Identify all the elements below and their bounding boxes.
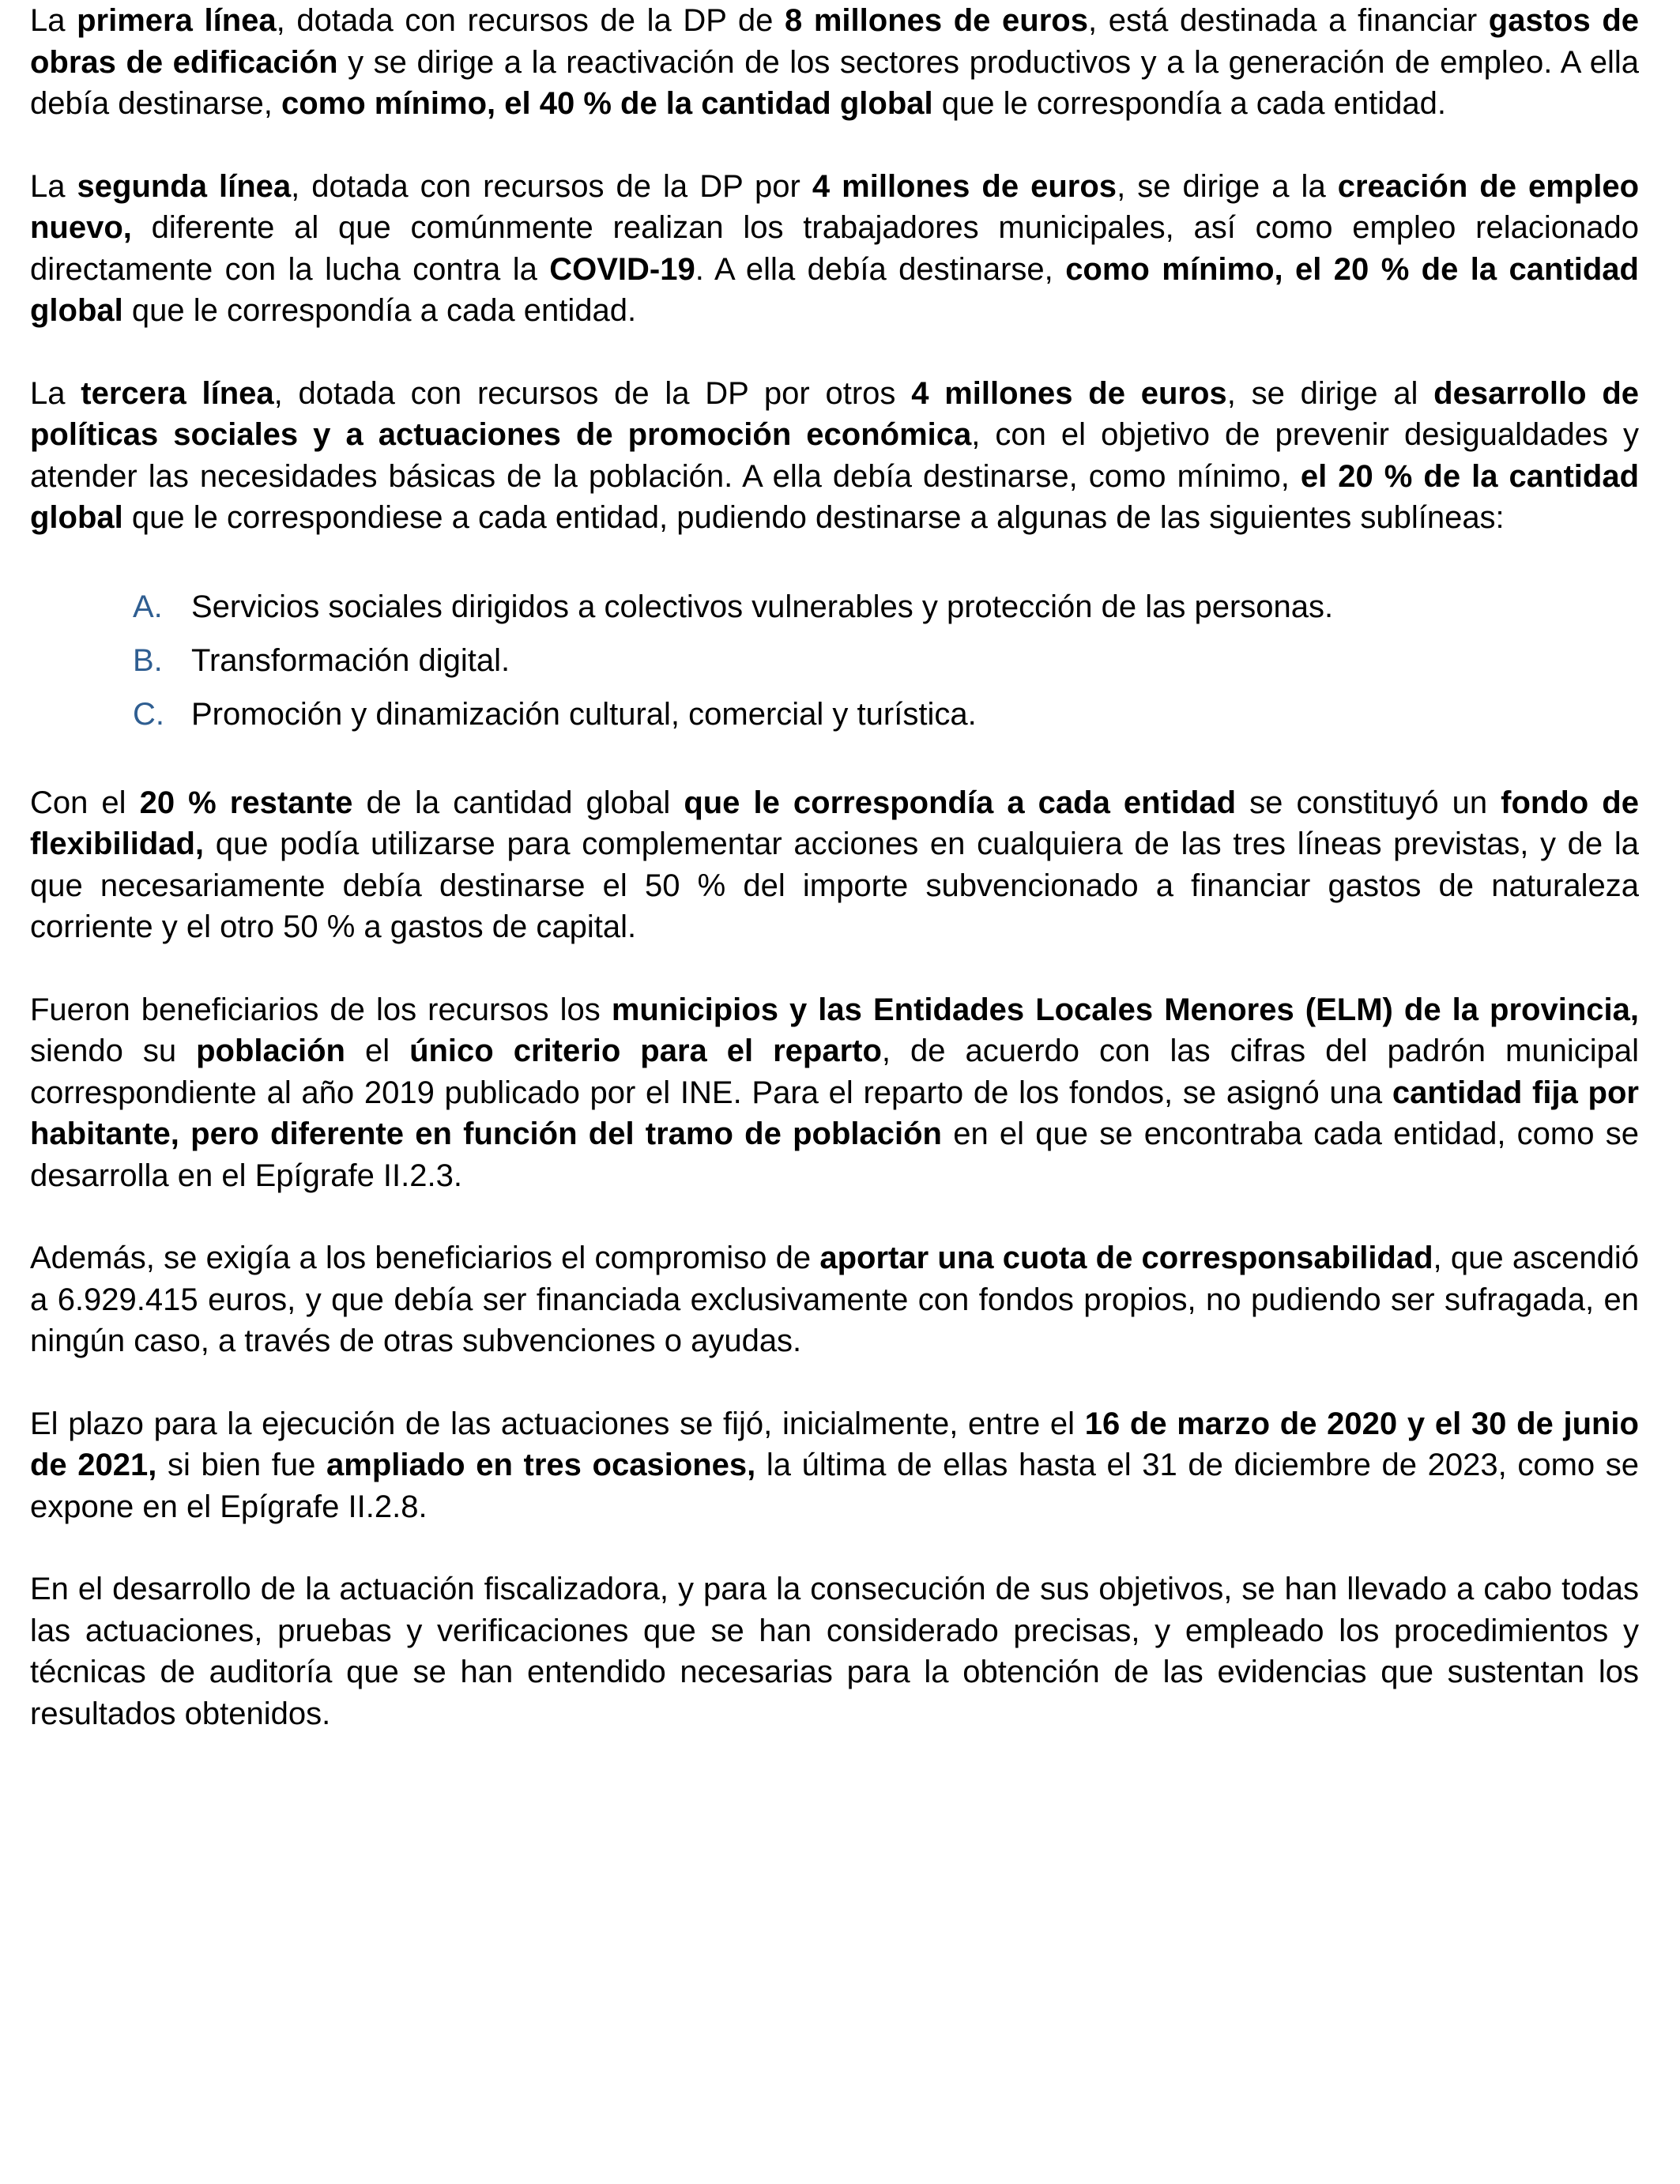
sublines-list — [30, 580, 1639, 741]
bold-text: municipios y las Entidades Locales Menores (ELM) de la provincia, — [611, 992, 1640, 1027]
bold-text: como mínimo, el 20 % de la cantidad global — [30, 251, 1639, 328]
text-run: en el que se encontraba cada entidad, como se desarrolla en el Epígrafe II.2.3. — [30, 1116, 1639, 1193]
text-run: si bien fue — [156, 1448, 327, 1482]
text-run: , se dirige al — [1226, 375, 1434, 411]
bold-text: 4 millones de euros — [911, 375, 1227, 411]
bold-text: aportar una cuota de corresponsabilidad — [819, 1241, 1433, 1275]
body-paragraph-1 — [30, 782, 1639, 948]
text-run: La — [30, 375, 81, 411]
subline-text: Transformación digital. — [191, 642, 510, 678]
paragraphs-before-list — [30, 0, 1639, 539]
bold-text: segunda línea — [77, 168, 292, 204]
bold-text: como mínimo, el 40 % de la cantidad global — [281, 86, 933, 121]
text-run: diferente al que comúnmente realizan los trabajadores municipales, así como empleo relacionado directamente con la lucha contra la — [30, 210, 1639, 287]
text-run: , se dirige a la — [1117, 168, 1338, 204]
text-run: que le correspondía a cada entidad. — [122, 293, 637, 328]
text-run: La — [30, 168, 77, 204]
text-run: Fueron beneficiarios de los recursos los — [30, 992, 612, 1027]
body-paragraph-5 — [30, 1568, 1639, 1734]
subline-letter: B. — [133, 642, 163, 678]
bold-text: el 20 % de la cantidad global — [30, 458, 1639, 535]
intro-paragraph-3 — [30, 373, 1639, 539]
text-run: , está destinada a financiar — [1088, 3, 1489, 38]
text-run: el — [345, 1034, 410, 1068]
bold-text: creación de empleo nuevo, — [30, 168, 1639, 245]
bold-text: 16 de marzo de 2020 y el 30 de junio de 2021, — [30, 1406, 1639, 1482]
text-run: La — [30, 3, 77, 38]
text-run: siendo su — [30, 1034, 197, 1068]
subline-item — [133, 634, 1639, 687]
text-run: se constituyó un — [1236, 785, 1501, 820]
body-paragraph-3 — [30, 1237, 1639, 1362]
text-run: que podía utilizarse para complementar acciones en cualquiera de las tres líneas previstas, y de la que necesariamente debía destinarse el 50 % del importe subvencionado a financiar gastos de naturaleza corriente y el otro 50 % a gastos de capital. — [30, 827, 1639, 944]
text-run: Además, se exigía a los beneficiarios el compromiso de — [30, 1241, 820, 1275]
text-run: de la cantidad global — [352, 785, 684, 820]
subline-item — [133, 687, 1639, 741]
bold-text: tercera línea — [81, 375, 274, 411]
text-run: que le correspondiese a cada entidad, pudiendo destinarse a algunas de las siguientes sublíneas: — [122, 500, 1505, 535]
bold-text: que le correspondía a cada entidad — [684, 785, 1237, 820]
text-run: Con el — [30, 785, 140, 820]
text-run: , dotada con recursos de la DP por otros — [273, 375, 912, 411]
bold-text: 8 millones de euros — [784, 3, 1088, 38]
text-run: y se dirige a la reactivación de los sectores productivos y a la generación de empleo. A ella debía destinarse, — [30, 44, 1639, 121]
bold-text: 4 millones de euros — [812, 168, 1117, 204]
bold-text: único criterio para el reparto — [409, 1034, 882, 1068]
subline-item — [133, 580, 1639, 634]
bold-text: 20 % restante — [139, 785, 353, 820]
body-paragraph-2 — [30, 989, 1639, 1197]
intro-paragraph-2 — [30, 166, 1639, 332]
bold-text: gastos de obras de edificación — [30, 3, 1640, 80]
intro-paragraph-1 — [30, 0, 1639, 125]
text-run: que le correspondía a cada entidad. — [932, 86, 1446, 121]
text-run: la última de ellas hasta el 31 de diciembre de 2023, como se expone en el Epígrafe II.2.8. — [30, 1448, 1640, 1524]
bold-text: cantidad fija por habitante, pero diferente en función del tramo de población — [30, 1075, 1639, 1151]
text-run: En el desarrollo de la actuación fiscalizadora, y para la consecución de sus objetivos, se han llevado a cabo todas las actuaciones, pruebas y verificaciones que se han considerado precisas, y empleado los procedimientos y técnicas de auditoría que se han entendido necesarias para la obtención de las evidencias que sustentan los resultados obtenidos. — [30, 1572, 1639, 1731]
subline-text: Servicios sociales dirigidos a colectivos vulnerables y protección de las personas. — [191, 589, 1334, 624]
text-run: , de acuerdo con las cifras del padrón municipal correspondiente al año 2019 publicado por el INE. Para el reparto de los fondos, se asignó una — [30, 1034, 1639, 1110]
paragraphs-after-list — [30, 782, 1639, 1735]
text-run: . A ella debía destinarse, — [695, 251, 1066, 287]
bold-text: desarrollo de políticas sociales y a actuaciones de promoción económica — [30, 375, 1639, 452]
bold-text: COVID-19 — [549, 251, 695, 287]
text-run: , con el objetivo de prevenir desigualdades y atender las necesidades básicas de la población. A ella debía destinarse, como mínimo, — [30, 417, 1639, 494]
bold-text: ampliado en tres ocasiones, — [326, 1448, 756, 1482]
text-run: El plazo para la ejecución de las actuaciones se fijó, inicialmente, entre el — [30, 1406, 1085, 1441]
bold-text: primera línea — [77, 3, 277, 38]
text-run: , dotada con recursos de la DP por — [291, 168, 812, 204]
document-page — [30, 0, 1639, 1775]
text-run: , que ascendió a 6.929.415 euros, y que debía ser financiada exclusivamente con fondos propios, no pudiendo ser sufragada, en ningún caso, a través de otras subvenciones o ayudas. — [30, 1241, 1639, 1358]
bold-text: población — [196, 1034, 345, 1068]
subline-letter: C. — [133, 696, 164, 732]
subline-text: Promoción y dinamización cultural, comercial y turística. — [191, 696, 977, 732]
text-run: , dotada con recursos de la DP de — [276, 3, 785, 38]
subline-letter: A. — [133, 589, 163, 624]
body-paragraph-4 — [30, 1403, 1639, 1528]
bold-text: fondo de flexibilidad, — [30, 785, 1639, 861]
